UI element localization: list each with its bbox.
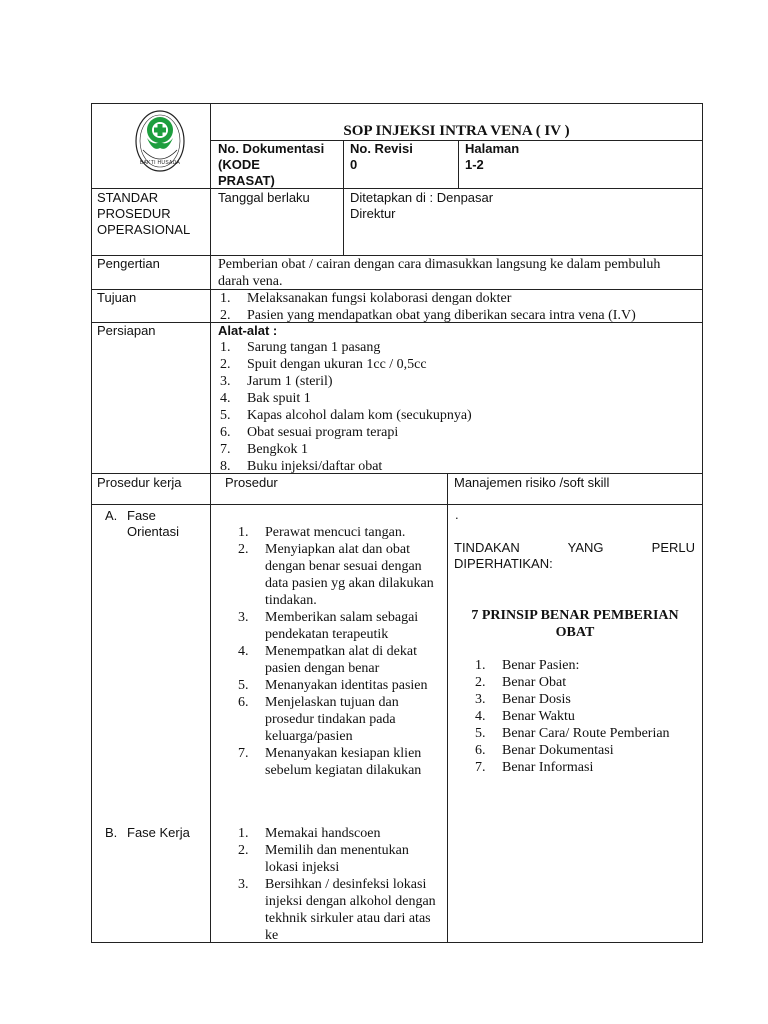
principle-item: 4. Benar Waktu: [475, 709, 575, 724]
procedure-step: 2. Memilih dan menentukan lokasi injeksi: [238, 843, 409, 875]
divider-procedure-header: [91, 504, 703, 505]
principle-item: 6. Benar Dokumentasi: [475, 743, 614, 758]
objectives-list: [218, 290, 698, 324]
principle-item: 1. Benar Pasien:: [475, 658, 580, 673]
procedure-step: 4. Menempatkan alat di dekat pasien dengan benar: [238, 644, 417, 676]
tool-item: 7. Bengkok 1: [220, 442, 309, 457]
definition-text: Pemberian obat / cairan dengan cara dimasukkan langsung ke dalam pembuluh darah vena.: [218, 257, 661, 289]
phase-b-steps: [236, 825, 442, 944]
page-value: 1-2: [465, 157, 484, 172]
definition-label: Pengertian: [97, 256, 160, 271]
procedure-step: 7. Menanyakan kesiapan klien sebelum kegiatan dilakukan: [238, 746, 422, 778]
table-border-right: [702, 103, 703, 943]
procedure-step: 3. Memberikan salam sebagai pendekatan terapeutik: [238, 610, 419, 642]
revision-value: 0: [350, 157, 358, 172]
phase-a-steps: [236, 524, 442, 779]
risk-dot: .: [455, 507, 459, 522]
divider-docinfo-2: [458, 140, 459, 188]
phase-b-name: Fase Kerja: [127, 825, 190, 840]
tool-item: 3. Jarum 1 (steril): [220, 374, 333, 389]
procedure-step: 5. Menanyakan identitas pasien: [238, 678, 428, 693]
principle-item: 2. Benar Obat: [475, 675, 567, 690]
phase-a-name: Fase Orientasi: [127, 508, 180, 539]
principle-item: 5. Benar Cara/ Route Pemberian: [475, 726, 670, 741]
page-label: Halaman: [465, 141, 520, 156]
doc-number-label: No. Dokumentasi: [218, 141, 325, 156]
divider-left-column: [210, 103, 211, 943]
sop-label: STANDAR PROSEDUR OPERASIONAL: [97, 190, 191, 237]
tool-item: 6. Obat sesuai program terapi: [220, 425, 399, 440]
director-label: Direktur: [350, 206, 396, 221]
tool-item: 4. Bak spuit 1: [220, 391, 311, 406]
tools-heading: Alat-alat :: [218, 323, 278, 338]
objectives-label: Tujuan: [97, 290, 137, 305]
tools-list: [218, 339, 698, 475]
tool-item: 2. Spuit dengan ukuran 1cc / 0,5cc: [220, 357, 427, 372]
procedure-label: Prosedur kerja: [97, 475, 182, 490]
phase-a-letter: A.: [105, 508, 118, 523]
attention-heading: TINDAKAN YANG PERLU DIPERHATIKAN:: [454, 540, 695, 571]
procedure-step: 2. Menyiapkan alat dan obat dengan benar sesuai dengan data pasien yg akan dilakukan tindakan.: [238, 542, 434, 608]
procedure-step: 3. Bersihkan / desinfeksi lokasi injeksi dengan alkohol dengan tekhnik sirkuler atau dari atas ke: [238, 877, 436, 943]
logo-caption: BAKTI HUSADA: [139, 160, 181, 166]
procedure-column-header: Prosedur: [225, 475, 278, 490]
document-title: SOP INJEKSI INTRA VENA ( IV ): [343, 123, 570, 139]
procedure-step: 6. Menjelaskan tujuan dan prosedur tindakan pada keluarga/pasien: [238, 695, 399, 744]
divider-procedure-columns: [447, 473, 448, 943]
procedure-step: 1. Memakai handscoen: [238, 826, 381, 841]
principle-item: 3. Benar Dosis: [475, 692, 571, 707]
procedure-step: 1. Perawat mencuci tangan.: [238, 525, 406, 540]
revision-label: No. Revisi: [350, 141, 413, 156]
principles-title: 7 PRINSIP BENAR PEMBERIAN OBAT: [471, 608, 679, 640]
established-at: Ditetapkan di : Denpasar: [350, 190, 494, 205]
tool-item: 8. Buku injeksi/daftar obat: [220, 459, 383, 474]
objective-item: 1. Melaksanakan fungsi kolaborasi dengan dokter: [220, 291, 512, 306]
table-border-top: [91, 103, 703, 104]
divider-docinfo-1: [343, 140, 344, 255]
preparation-label: Persiapan: [97, 323, 156, 338]
doc-number-value: (KODE PRASAT): [218, 157, 275, 188]
principles-list: [473, 657, 699, 776]
tool-item: 5. Kapas alcohol dalam kom (secukupnya): [220, 408, 472, 423]
divider-header-row: [91, 188, 703, 189]
objective-item: 2. Pasien yang mendapatkan obat yang diberikan secara intra vena (I.V): [220, 308, 636, 323]
phase-b-letter: B.: [105, 825, 118, 840]
principle-item: 7. Benar Informasi: [475, 760, 594, 775]
tool-item: 1. Sarung tangan 1 pasang: [220, 340, 381, 355]
table-border-left: [91, 103, 92, 943]
effective-date-label: Tanggal berlaku: [218, 190, 310, 205]
risk-column-header: Manajemen risiko /soft skill: [454, 475, 610, 490]
